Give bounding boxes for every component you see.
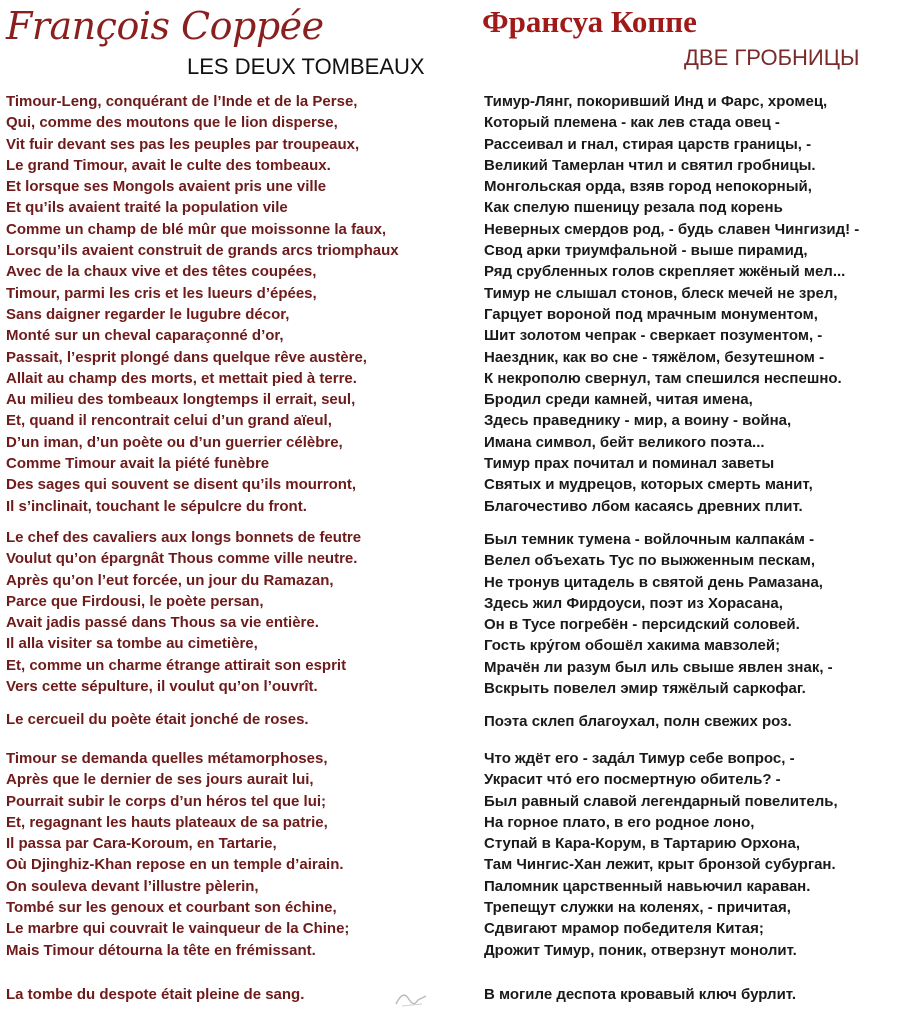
poem-line: Après que le dernier de ses jours aurait lui,	[6, 771, 314, 789]
poem-line: Паломник царственный навьючил караван.	[484, 877, 811, 895]
poem-line: Voulut qu’on épargnât Thous comme ville neutre.	[6, 550, 358, 568]
poem-line: Тимур-Лянг, покоривший Инд и Фарс, хромец,	[484, 93, 828, 110]
poem-line: On souleva devant l’illustre pèlerin,	[6, 877, 259, 895]
french-stanza-3	[6, 709, 309, 730]
poem-line: Vit fuir devant ses pas les peuples par troupeaux,	[6, 135, 360, 153]
poem-line: Который племена - как лев стада овец -	[484, 114, 780, 132]
poem-line: Lorsqu’ils avaient construit de grands arcs triomphaux	[6, 242, 399, 260]
french-author: François Coppée	[6, 4, 324, 48]
french-stanza-2	[6, 527, 361, 697]
poem-line: Тимур не слышал стонов, блеск мечей не зрел,	[484, 284, 838, 302]
poem-line: Имана символ, бейт великого поэта...	[484, 433, 765, 451]
signature-scribble-icon	[392, 988, 432, 1010]
poem-line: Timour-Leng, conquérant de l’Inde et de la Perse,	[6, 93, 358, 110]
poem-line: La tombe du despote était pleine de sang.	[6, 986, 305, 1003]
poem-line: Le marbre qui couvrait le vainqueur de la Chine;	[6, 920, 350, 938]
poem-line: Allait au champ des morts, et mettait pied à terre.	[6, 369, 357, 387]
poem-line: Après qu’on l’eut forcée, un jour du Ramazan,	[6, 571, 334, 589]
poem-line: Здесь жил Фирдоуси, поэт из Хорасана,	[484, 594, 783, 612]
poem-line: Неверных смердов род, - будь славен Чингизид! -	[484, 220, 860, 238]
poem-line: Où Djinghiz-Khan repose en un temple d’airain.	[6, 856, 344, 874]
poem-line: На горное плато, в его родное лоно,	[484, 813, 755, 831]
poem-line: Et, quand il rencontrait celui d’un grand aïeul,	[6, 412, 332, 430]
french-stanza-5	[6, 984, 304, 1005]
russian-title: ДВЕ ГРОБНИЦЫ	[684, 45, 860, 70]
poem-line: Наездник, как во сне - тяжёлом, безутешном -	[484, 348, 825, 366]
poem-line: Гарцует вороной под мрачным монументом,	[484, 305, 818, 323]
poem-line: Comme un champ de blé mûr que moissonne la faux,	[6, 220, 387, 238]
russian-stanza-3	[484, 711, 792, 732]
poem-line: Et qu’ils avaient traité la population vile	[6, 199, 288, 217]
poem-line: Поэта склеп благоухал, полн свежих роз.	[484, 713, 792, 730]
poem-line: Parce que Firdousi, le poète persan,	[6, 592, 264, 610]
poem-line: Что ждёт его - зада́л Тимур себе вопрос, -	[484, 750, 795, 767]
poem-line: D’un iman, d’un poète ou d’un guerrier célèbre,	[6, 433, 343, 451]
poem-line: Comme Timour avait la piété funèbre	[6, 455, 270, 473]
poem-line: Qui, comme des moutons que le lion disperse,	[6, 114, 338, 132]
poem-line: Timour, parmi les cris et les lueurs d’épées,	[6, 284, 317, 302]
poem-line: Рассеивал и гнал, стирая царств границы, -	[484, 135, 812, 153]
poem-line: Был равный славой легендарный повелитель,	[484, 792, 838, 810]
poem-line: Мрачён ли разум был иль свыше явлен знак, -	[484, 658, 833, 676]
russian-stanza-4	[484, 748, 838, 961]
poem-line: Велел объехать Тус по выжженным пескам,	[484, 552, 816, 570]
poem-line: Il alla visiter sa tombe au cimetière,	[6, 635, 258, 653]
poem-line: Le chef des cavaliers aux longs bonnets de feutre	[6, 529, 362, 546]
poem-line: Ступай в Кара-Корум, в Тартарию Орхона,	[484, 835, 800, 853]
russian-author: Франсуа Коппе	[482, 4, 697, 39]
poem-line: Pourrait subir le corps d’un héros tel que lui;	[6, 792, 327, 810]
poem-line: Трепещут служки на коленях, - причитая,	[484, 899, 791, 917]
poem-line: Здесь праведнику - мир, а воину - война,	[484, 412, 792, 430]
poem-line: Timour se demanda quelles métamorphoses,	[6, 750, 328, 767]
poem-line: Шит золотом чепрак - сверкает позументом, -	[484, 327, 823, 345]
poem-line: Там Чингис-Хан лежит, крыт бронзой субурган.	[484, 856, 836, 874]
poem-line: Тимур прах почитал и поминал заветы	[484, 455, 775, 473]
poem-line: Не тронув цитадель в святой день Рамазана,	[484, 573, 823, 591]
poem-line: Il s’inclinait, touchant le sépulcre du front.	[6, 497, 307, 515]
poem-line: Вскрыть повелел эмир тяжёлый саркофаг.	[484, 680, 806, 698]
french-title: LES DEUX TOMBEAUX	[187, 54, 425, 79]
poem-line: Сдвигают мрамор победителя Китая;	[484, 920, 764, 938]
poem-line: Благочестиво лбом касаясь древних плит.	[484, 497, 803, 515]
poem-line: К некрополю свернул, там спешился неспешно.	[484, 369, 842, 387]
poem-line: Monté sur un cheval caparaçonné d’or,	[6, 327, 284, 345]
poem-line: Et lorsque ses Mongols avaient pris une ville	[6, 178, 327, 196]
poem-line: Монгольская орда, взяв город непокорный,	[484, 178, 812, 196]
russian-stanza-2	[484, 529, 833, 699]
poem-line: Des sages qui souvent se disent qu’ils mourront,	[6, 476, 357, 494]
poem-line: Свод арки триумфальной - выше пирамид,	[484, 242, 808, 260]
poem-line: Бродил среди камней, читая имена,	[484, 391, 753, 409]
poem-line: Passait, l’esprit plongé dans quelque rêve austère,	[6, 348, 367, 366]
poem-line: Дрожит Тимур, поник, отверзнут монолит.	[484, 941, 797, 959]
poem-line: Гость кру́гом обошёл хакима мавзолей;	[484, 637, 781, 655]
poem-line: Sans daigner regarder le lugubre décor,	[6, 305, 290, 323]
french-stanza-1	[6, 91, 399, 517]
poem-line: Святых и мудрецов, которых смерть манит,	[484, 476, 813, 494]
poem-line: Avec de la chaux vive et des têtes coupées,	[6, 263, 317, 281]
poem-line: Mais Timour détourna la tête en frémissant.	[6, 941, 316, 959]
poem-line: В могиле деспота кровавый ключ бурлит.	[484, 986, 796, 1003]
poem-line: Le grand Timour, avait le culte des tombeaux.	[6, 156, 331, 174]
poem-line: Au milieu des tombeaux longtemps il errait, seul,	[6, 391, 356, 409]
poem-line: Он в Тусе погребён - персидский соловей.	[484, 616, 800, 634]
poem-line: Был темник тумена - войлочным калпака́м -	[484, 531, 815, 548]
poem-line: Et, comme un charme étrange attirait son esprit	[6, 656, 347, 674]
poem-line: Tombé sur les genoux et courbant son échine,	[6, 899, 337, 917]
poem-line: Украсит что́ его посмертную обитель? -	[484, 771, 781, 789]
poem-line: Как спелую пшеницу резала под корень	[484, 199, 783, 217]
poem-line: Le cercueil du poète était jonché de roses.	[6, 711, 309, 728]
poem-line: Vers cette sépulture, il voulut qu’on l’ouvrît.	[6, 678, 318, 696]
poem-line: Il passa par Cara-Koroum, en Tartarie,	[6, 835, 277, 853]
poem-line: Et, regagnant les hauts plateaux de sa patrie,	[6, 813, 328, 831]
poem-line: Ряд срубленных голов скрепляет жжёный мел...	[484, 263, 846, 281]
poem-line: Avait jadis passé dans Thous sa vie entière.	[6, 614, 319, 632]
french-stanza-4	[6, 748, 349, 961]
poem-line: Великий Тамерлан чтил и святил гробницы.	[484, 156, 816, 174]
russian-stanza-5	[484, 984, 796, 1005]
russian-stanza-1	[484, 91, 859, 517]
